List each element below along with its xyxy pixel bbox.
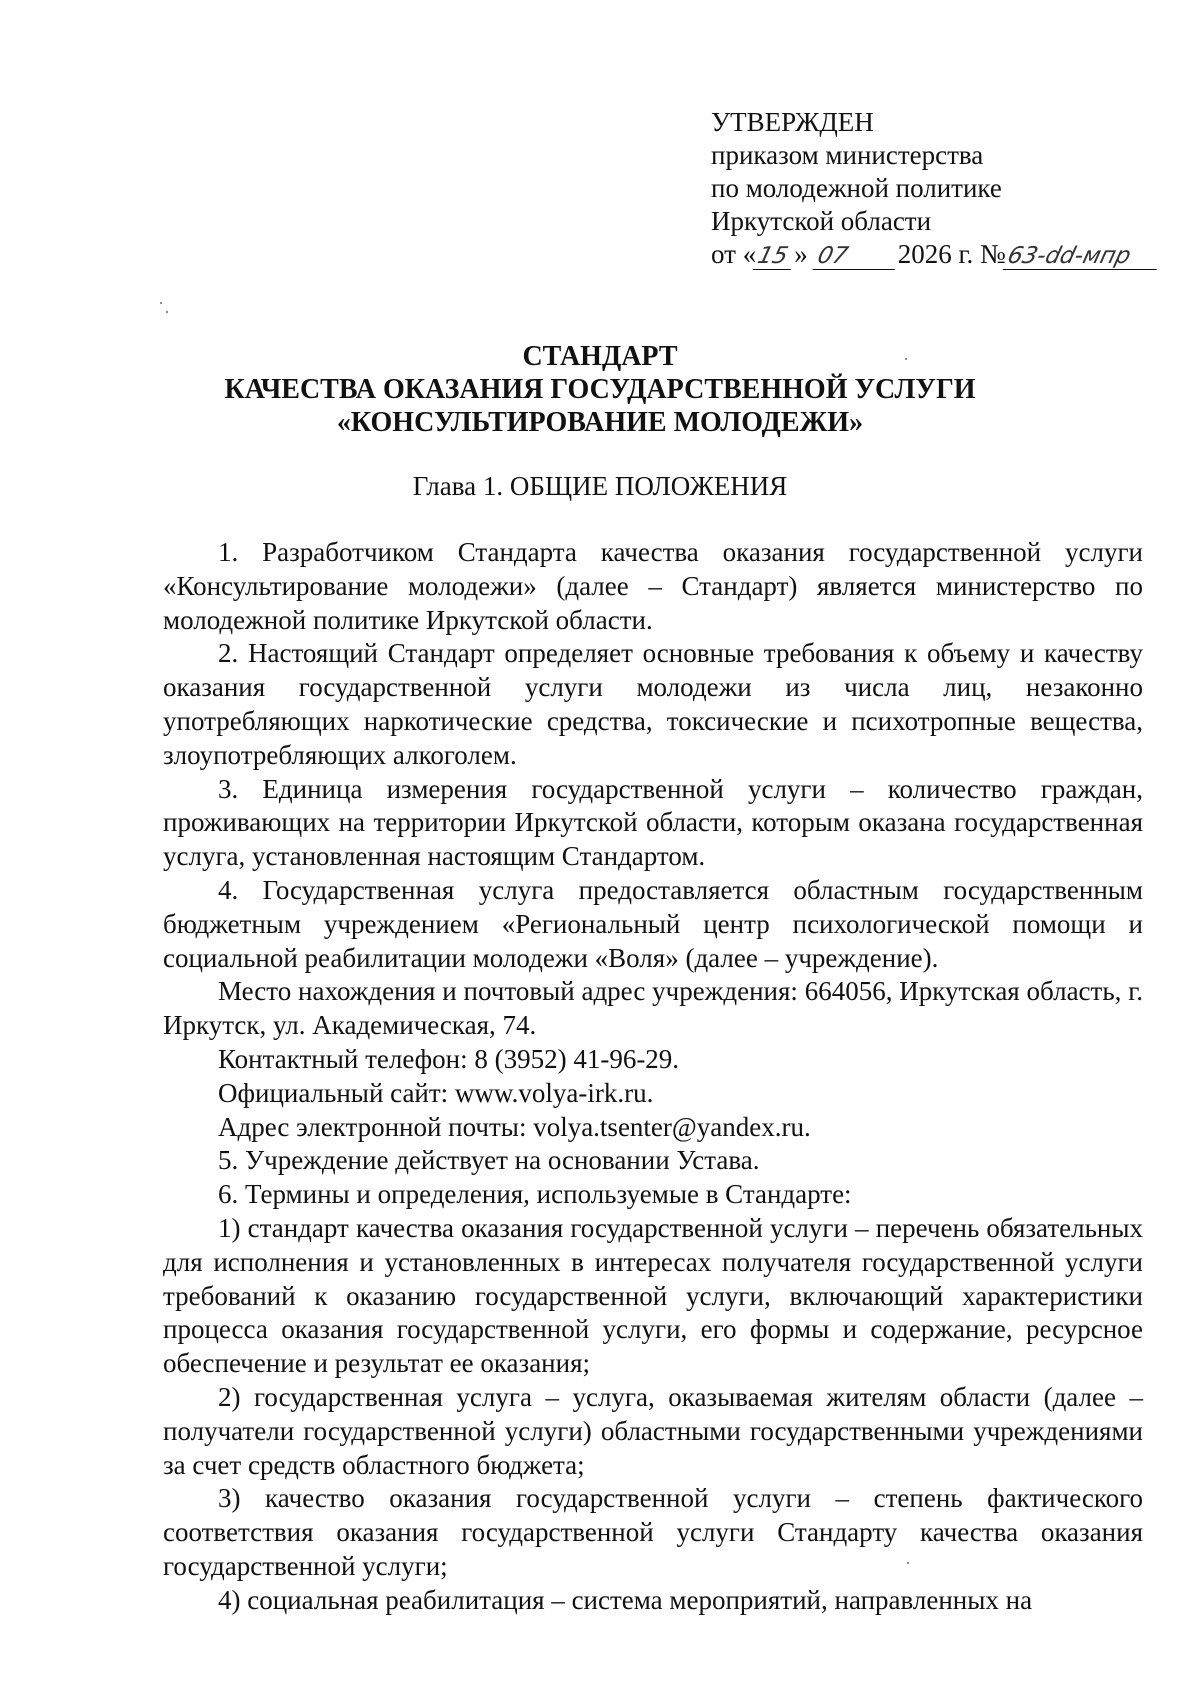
paragraph: Контактный телефон: 8 (3952) 41-96-29. xyxy=(218,1043,680,1074)
date-quote-close: » xyxy=(794,239,808,269)
document-subtitle: КАЧЕСТВА ОКАЗАНИЯ ГОСУДАРСТВЕННОЙ УСЛУГИ xyxy=(224,374,976,405)
document-service-name: «КОНСУЛЬТИРОВАНИЕ МОЛОДЕЖИ» xyxy=(336,407,864,438)
paragraph: 2) государственная услуга – услуга, оказываемая жителям области (далее – получатели государственной услуги) областными государственными учреждениями за счет средств областного бюджета; xyxy=(163,1381,1143,1480)
paragraph: Адрес электронной почты: volya.tsenter@yandex.ru. xyxy=(218,1111,811,1142)
scan-speck xyxy=(166,311,168,313)
approval-heading: УТВЕРЖДЕН xyxy=(711,107,874,137)
paragraph: 1) стандарт качества оказания государственной услуги – перечень обязательных для исполнения и установленных в интересах получателя государственной услуги требований к оказанию государственной услуги, включающий характеристики процесса оказания государственной услуги, его формы и содержание, ресурсное обеспечение и результат ее оказания; xyxy=(163,1212,1143,1379)
paragraph: Место нахождения и почтовый адрес учреждения: 664056, Иркутская область, г. Иркутск, ул. Академическая, 74. xyxy=(163,976,1143,1041)
scan-speck xyxy=(160,302,162,304)
approval-order-line: приказом министерства xyxy=(711,140,984,170)
document-title: СТАНДАРТ xyxy=(522,341,678,372)
paragraph: 1. Разработчиком Стандарта качества оказания государственной услуги «Консультирование молодежи» (далее – Стандарт) является министерство по молодежной политике Иркутской области. xyxy=(163,537,1143,635)
document-body xyxy=(163,536,1143,1618)
approval-ministry-line: по молодежной политике xyxy=(711,173,1002,203)
scan-speck xyxy=(907,1562,909,1564)
handwritten-day: 15 xyxy=(753,243,798,270)
paragraph: 4. Государственная услуга предоставляется областным государственным бюджетным учреждением «Региональный центр психологической помощи и социальной реабилитации молодежи «Воля» (далее – учреждение). xyxy=(163,874,1143,973)
paragraph: 5. Учреждение действует на основании Устава. xyxy=(218,1145,760,1176)
paragraph: Официальный сайт: www.volya-irk.ru. xyxy=(218,1077,654,1108)
paragraph: 3) качество оказания государственной услуги – степень фактического соответствия оказания государственной услуги Стандарту качества оказания государственной услуги; xyxy=(163,1483,1143,1581)
handwritten-month: 07 xyxy=(812,243,901,270)
paragraph: 2. Настоящий Стандарт определяет основные требования к объему и качеству оказания государственной услуги молодежи из числа лиц, незаконно употребляющих наркотические средства, токсические и психотропные вещества, злоупотребляющих алкоголем. xyxy=(163,638,1143,770)
chapter-heading: Глава 1. ОБЩИЕ ПОЛОЖЕНИЯ xyxy=(412,471,788,501)
scan-speck xyxy=(905,358,907,360)
date-year: 2026 г. № xyxy=(897,239,1006,269)
paragraph: 3. Единица измерения государственной услуги – количество граждан, проживающих на территории Иркутской области, которым оказана государственная услуга, установленная настоящим Стандартом. xyxy=(163,773,1143,872)
paragraph: 6. Термины и определения, используемые в Стандарте: xyxy=(218,1179,852,1210)
date-prefix: от « xyxy=(711,239,757,269)
approval-region-line: Иркутской области xyxy=(711,206,932,236)
paragraph: 4) социальная реабилитация – система мероприятий, направленных на xyxy=(218,1584,1033,1615)
approval-stamp xyxy=(711,106,1191,271)
handwritten-order-number: 63-dd-мпр xyxy=(1002,243,1163,270)
approval-date-line xyxy=(711,238,1191,271)
